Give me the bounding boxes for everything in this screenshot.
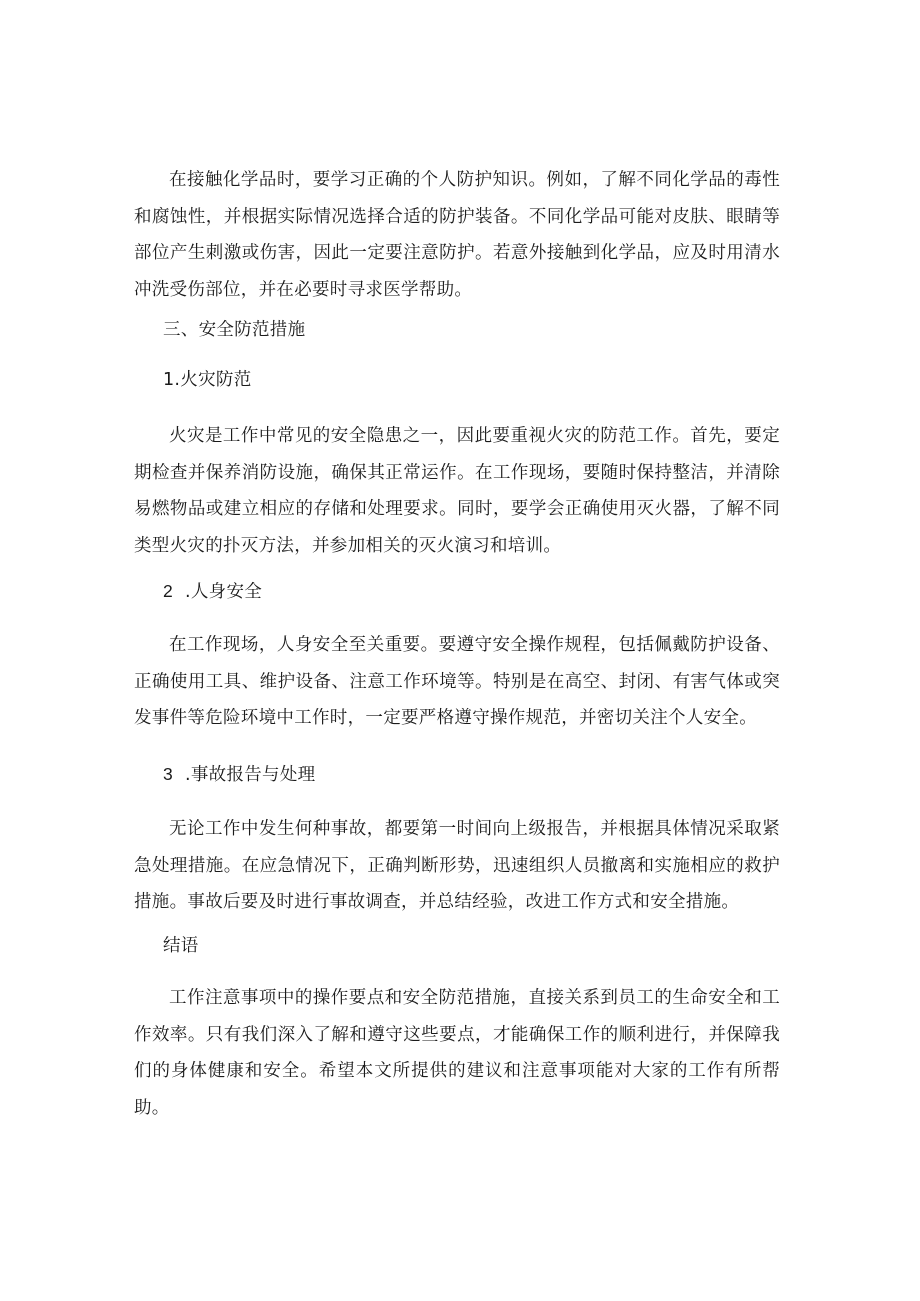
section-title-safety-measures: 三、安全防范措施 (163, 320, 306, 340)
subheading-accident-report (163, 762, 315, 787)
subheading-personal-safety (163, 579, 262, 604)
paragraph-conclusion: 工作注意事项中的操作要点和安全防范措施，直接关系到员工的生命安全和工作效率。只有我们深入了解和遵守这些要点，才能确保工作的顺利进行，并保障我们的身体健康和安全。希望本文所提供的建议和注意事项能对大家的工作有所帮助。 (134, 988, 780, 1118)
heading-number: 3 (163, 764, 174, 784)
heading-text: .事故报告与处理 (185, 765, 316, 785)
paragraph-personal-protection: 在接触化学品时，要学习正确的个人防护知识。例如，了解不同化学品的毒性和腐蚀性，并根据实际情况选择合适的防护装备。不同化学品可能对皮肤、眼睛等部位产生刺激或伤害，因此一定要注意防护。若意外接触到化学品，应及时用清水冲洗受伤部位，并在必要时寻求医学帮助。 (134, 170, 780, 300)
subheading-fire-prevention: 1.火灾防范 (163, 370, 252, 390)
paragraph-personal-safety: 在工作现场，人身安全至关重要。要遵守安全操作规程，包括佩戴防护设备、正确使用工具、维护设备、注意工作环境等。特别是在高空、封闭、有害气体或突发事件等危险环境中工作时，一定要严格遵守操作规范，并密切关注个人安全。 (134, 635, 780, 728)
paragraph-accident-report: 无论工作中发生何种事故，都要第一时间向上级报告，并根据具体情况采取紧急处理措施。在应急情况下，正确判断形势，迅速组织人员撤离和实施相应的救护措施。事故后要及时进行事故调查，并总结经验，改进工作方式和安全措施。 (134, 819, 780, 912)
heading-text: .人身安全 (185, 582, 263, 602)
paragraph-fire-prevention: 火灾是工作中常见的安全隐患之一，因此要重视火灾的防范工作。首先，要定期检查并保养消防设施，确保其正常运作。在工作现场，要随时保持整洁，并清除易燃物品或建立相应的存储和处理要求。同时，要学会正确使用灭火器，了解不同类型火灾的扑灭方法，并参加相关的灭火演习和培训。 (134, 426, 780, 556)
heading-number: 2 (163, 581, 174, 601)
subheading-conclusion: 结语 (163, 936, 199, 956)
